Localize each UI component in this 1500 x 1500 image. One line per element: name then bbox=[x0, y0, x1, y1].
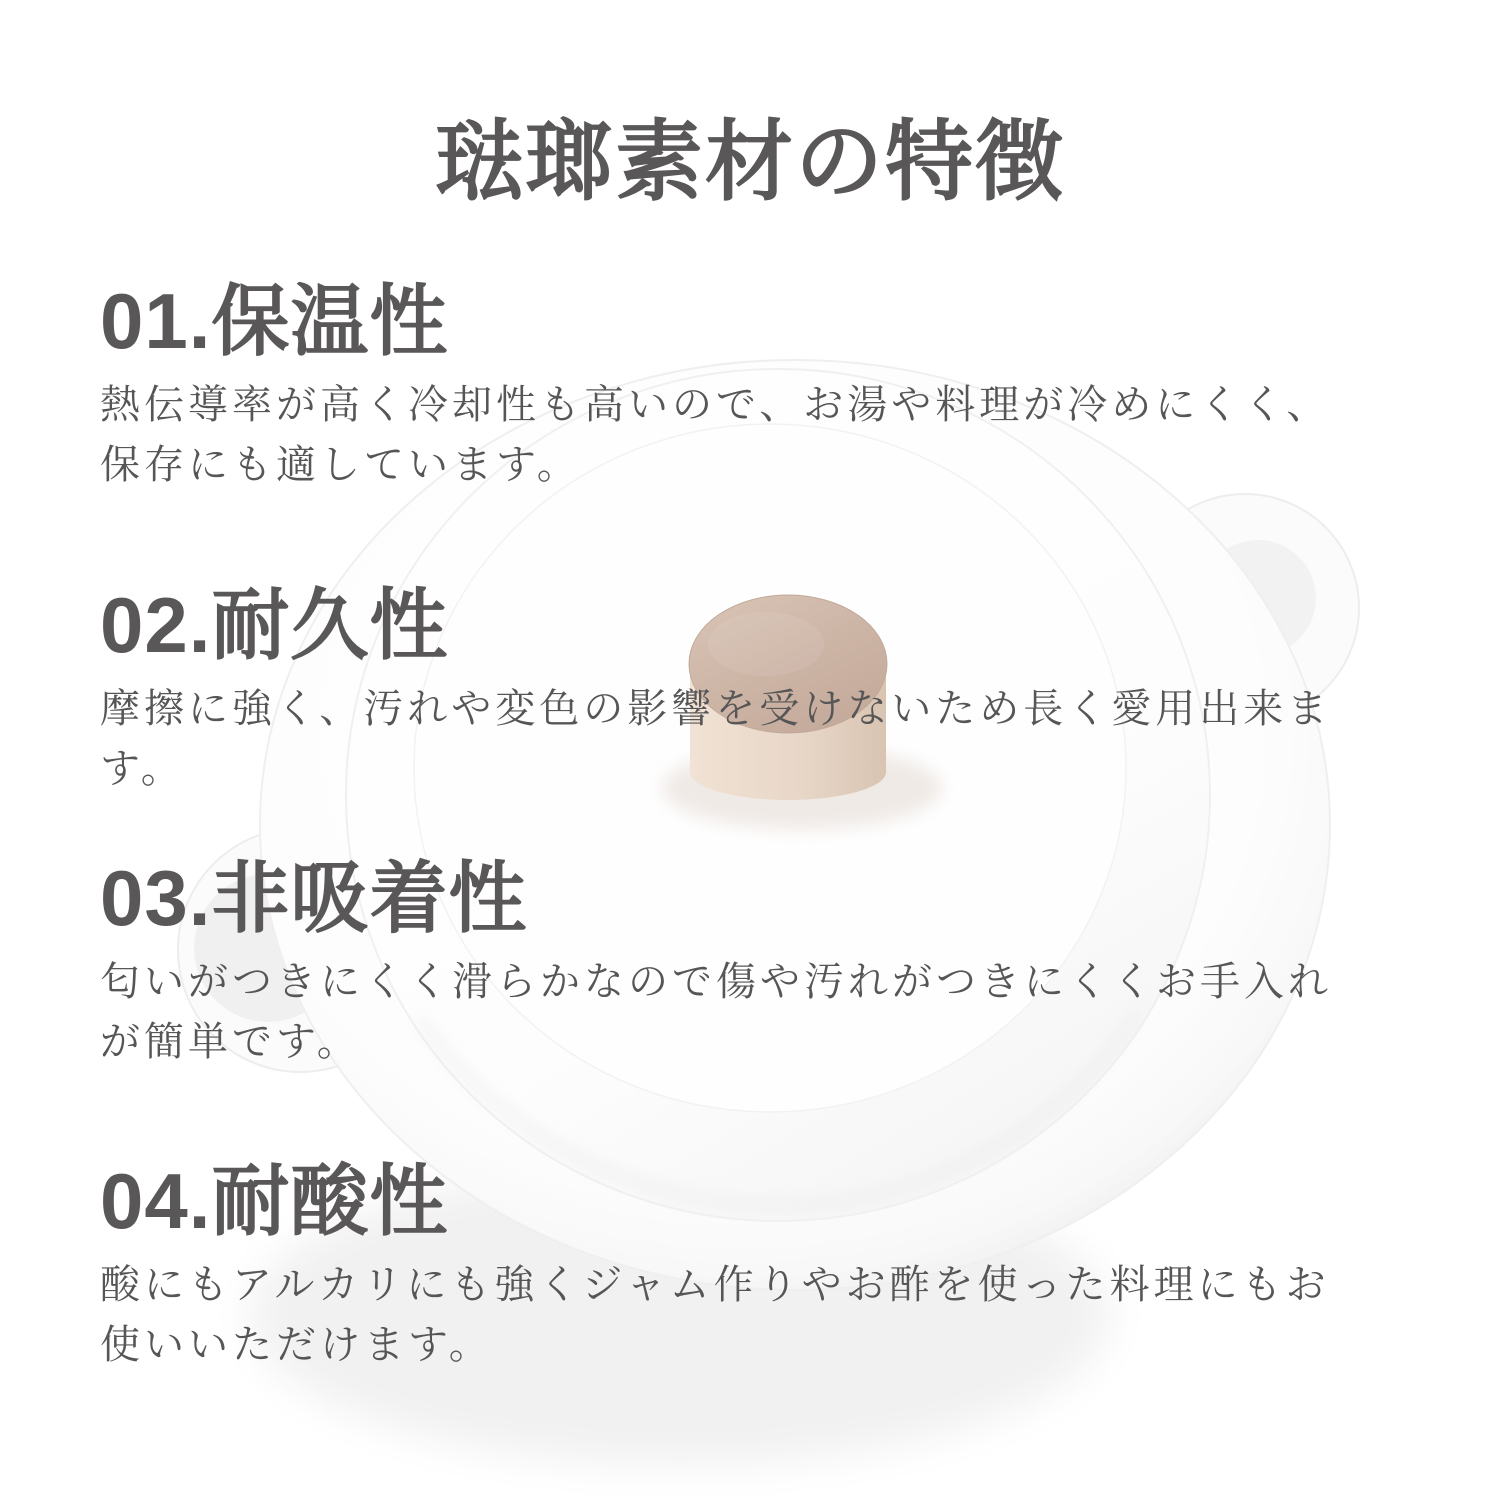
section-02-heading: 02.耐久性 bbox=[100, 581, 449, 669]
section-04-heading: 04.耐酸性 bbox=[100, 1157, 449, 1245]
section-01-body bbox=[100, 375, 1440, 495]
feature-section-04 bbox=[100, 1159, 1440, 1375]
feature-section-02 bbox=[100, 583, 1440, 799]
section-03-body-line-1: 匂いがつきにくく滑らかなので傷や汚れがつきにくくお手入れ bbox=[100, 960, 1332, 1004]
section-03-body bbox=[100, 952, 1440, 1072]
section-02-body-line-1: 摩擦に強く、汚れや変色の影響を受けないため長く愛用出来ま bbox=[100, 687, 1332, 731]
section-04-body-line-1: 酸にもアルカリにも強くジャム作りやお酢を使った料理にもお bbox=[100, 1263, 1330, 1307]
section-01-body-line-2: 保存にも適しています。 bbox=[100, 443, 581, 487]
section-02-body bbox=[100, 679, 1440, 799]
section-04-body-line-2: 使いいただけます。 bbox=[100, 1323, 493, 1367]
section-01-heading: 01.保温性 bbox=[100, 277, 449, 365]
section-03-heading: 03.非吸着性 bbox=[100, 854, 528, 942]
feature-section-01 bbox=[100, 279, 1440, 495]
section-03-body-line-2: が簡単です。 bbox=[100, 1020, 361, 1064]
section-04-body bbox=[100, 1255, 1440, 1375]
section-01-body-line-1: 熱伝導率が高く冷却性も高いので、お湯や料理が冷めにくく、 bbox=[100, 383, 1331, 427]
feature-section-03 bbox=[100, 856, 1440, 1072]
page-title: 琺瑯素材の特徴 bbox=[434, 112, 1065, 211]
section-02-body-line-2: す。 bbox=[100, 747, 185, 791]
